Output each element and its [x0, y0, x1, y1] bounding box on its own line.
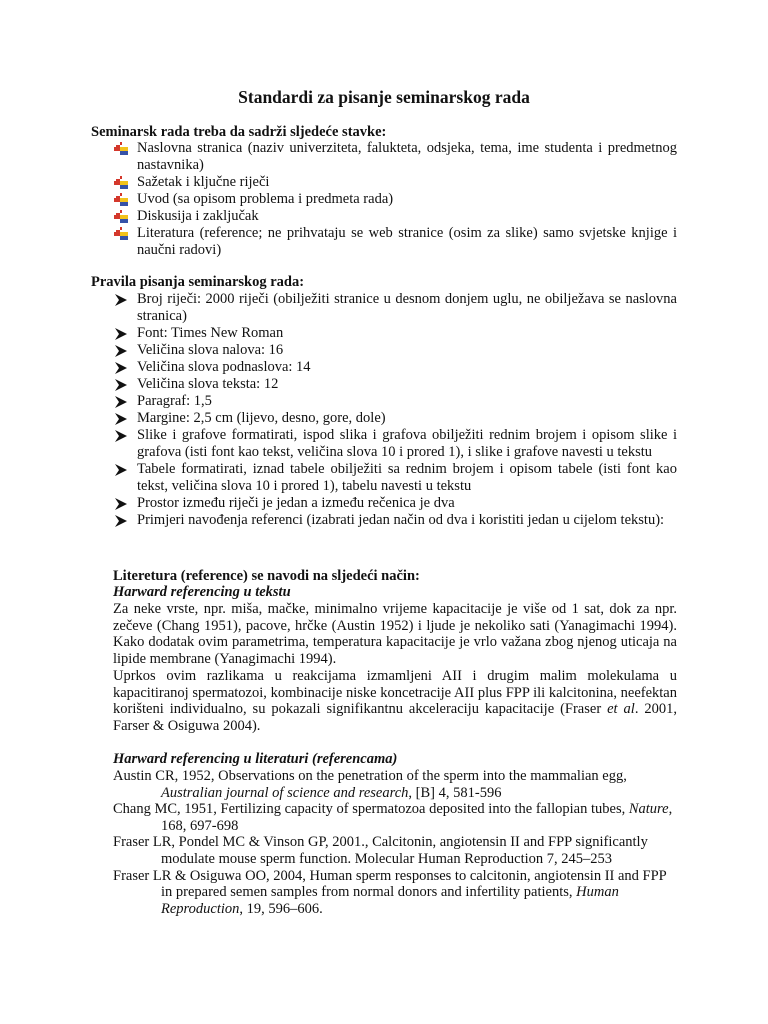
reference-entry: [113, 768, 677, 801]
section-heading-literature: Literetura (reference) se navodi na sljedeći način:: [113, 568, 420, 584]
reference-list: [113, 768, 677, 917]
list-item-text: Broj riječi: 2000 riječi (obilježiti stranice u desnom donjem uglu, ne obilježava se naslovna stranica): [137, 291, 677, 324]
list-item-text: Literatura (reference; ne prihvataju se web stranice (osim za slike) samo svjetske knjige i naučni radovi): [137, 225, 677, 258]
reference-text: Austin CR, 1952, Observations on the penetration of the sperm into the mammalian egg,: [113, 768, 627, 784]
rules-list: [113, 291, 677, 529]
list-item-text: Veličina slova podnaslova: 14: [137, 359, 311, 375]
reference-text: Fraser LR, Pondel MC & Vinson GP, 2001., Calcitonin, angiotensin II and FPP significantly modulate mouse sperm function. Molecular Human Reproduction 7, 245–253: [113, 834, 648, 867]
list-item-text: Margine: 2,5 cm (lijevo, desno, gore, dole): [137, 410, 386, 426]
arrow-bullet-icon: [113, 343, 129, 359]
arrow-bullet-icon: [113, 411, 129, 427]
arrow-bullet-icon: [113, 394, 129, 410]
arrow-bullet-icon: [113, 428, 129, 444]
list-item: [113, 393, 677, 410]
reference-entry: [113, 834, 677, 867]
list-item-text: Primjeri navođenja referenci (izabrati jedan način od dva i koristiti jedan u cijelom tekstu):: [137, 512, 665, 528]
reference-text: Fraser LR & Osiguwa OO, 2004, Human sperm responses to calcitonin, angiotensin II and FPP in prepared semen samples from normal donors and infertility patients,: [113, 867, 667, 901]
example-paragraph-1: Za neke vrste, npr. miša, mačke, minimalno vrijeme kapacitacije je više od 1 sat, dok za npr. zečeve (Chang 1951), pacove, hrčke (Austin 1952) i ljude je nekoliko sati (Yanagimachi 1994). Kako dodatak ovim parametrima, temperatura kapacitacije je vrlo važana zbog njenog uticaja na lipide membrane (Yanagimachi 1994).: [113, 601, 677, 667]
colored-square-bullet-icon: [113, 175, 129, 191]
list-item: [113, 512, 677, 529]
reference-entry: [113, 801, 677, 834]
subheading-literature-referencing: Harward referencing u literaturi (referencama): [113, 751, 398, 767]
section-heading-rules: Pravila pisanja seminarskog rada:: [91, 274, 305, 290]
list-item-text: Diskusija i zaključak: [137, 208, 259, 224]
list-item: [113, 191, 677, 208]
reference-journal: Australian journal of science and research: [161, 784, 409, 801]
subheading-text-referencing: Harward referencing u tekstu: [113, 584, 291, 600]
list-item-text: Tabele formatirati, iznad tabele obilježiti sa rednim brojem i opisom tabele (isti font kao tekst, veličina slova 10 i prored 1), tabelu navesti u tekstu: [137, 461, 677, 494]
reference-text: Chang MC, 1951, Fertilizing capacity of spermatozoa deposited into the fallopian tubes,: [113, 801, 629, 818]
reference-details: , 168, 697-698: [161, 801, 673, 834]
reference-details: , [B] 4, 581-596: [408, 784, 502, 801]
colored-square-bullet-icon: [113, 226, 129, 242]
section-heading-contents: Seminarsk rada treba da sadrži sljedeće stavke:: [91, 124, 387, 140]
para2-text-a: Uprkos ovim razlikama u reakcijama izmamljeni AII i drugim malim molekulama u kapacitiranoj spermatozoi, kombinacije niske koncetracije AII plus FPP ili kalcitonina, neefektan korišteni individualno, su pokazali signifikantnu akceleraciju kapacitacije (Fraser: [113, 668, 677, 718]
arrow-bullet-icon: [113, 513, 129, 529]
list-item-text: Sažetak i ključne riječi: [137, 174, 270, 190]
arrow-bullet-icon: [113, 462, 129, 478]
colored-square-bullet-icon: [113, 141, 129, 157]
colored-square-bullet-icon: [113, 209, 129, 225]
reference-journal: Human Reproduction: [161, 884, 619, 917]
list-item: [113, 174, 677, 191]
arrow-bullet-icon: [113, 292, 129, 308]
list-item-text: Naslovna stranica (naziv univerziteta, falukteta, odsjeka, tema, ime studenta i predmetnog nastavnika): [137, 140, 677, 173]
list-item: [113, 291, 677, 325]
list-item: [113, 359, 677, 376]
reference-journal: Nature: [628, 801, 669, 818]
reference-details: , 19, 596–606.: [239, 900, 323, 917]
list-item: [113, 410, 677, 427]
arrow-bullet-icon: [113, 326, 129, 342]
list-item: [113, 225, 677, 259]
list-item: [113, 140, 677, 174]
list-item: [113, 376, 677, 393]
list-item-text: Prostor između riječi je jedan a između rečenica je dva: [137, 495, 455, 511]
list-item-text: Uvod (sa opisom problema i predmeta rada): [137, 191, 394, 207]
list-item: [113, 325, 677, 342]
arrow-bullet-icon: [113, 496, 129, 512]
colored-square-bullet-icon: [113, 192, 129, 208]
list-item-text: Veličina slova nalova: 16: [137, 342, 284, 358]
list-item: [113, 208, 677, 225]
arrow-bullet-icon: [113, 360, 129, 376]
list-item-text: Slike i grafove formatirati, ispod slika i grafova obilježiti rednim brojem i opisom slike i grafova (isti font kao tekst, veličina slova 10 i prored 1), i slike i grafove navesti u tekstu: [137, 427, 677, 460]
list-item: [113, 342, 677, 359]
list-item: [113, 461, 677, 495]
contents-list: [113, 140, 677, 259]
para2-text-b: . 2001, Farser & Osiguwa 2004).: [113, 701, 678, 734]
page-title: Standardi za pisanje seminarskog rada: [238, 87, 530, 107]
para2-italic: et al: [607, 701, 635, 718]
list-item-text: Font: Times New Roman: [137, 325, 284, 341]
arrow-bullet-icon: [113, 377, 129, 393]
list-item: [113, 427, 677, 461]
example-paragraph-2: [113, 668, 677, 734]
list-item-text: Paragraf: 1,5: [137, 393, 212, 409]
list-item-text: Veličina slova teksta: 12: [137, 376, 279, 392]
list-item: [113, 495, 677, 512]
reference-entry: [113, 868, 677, 918]
